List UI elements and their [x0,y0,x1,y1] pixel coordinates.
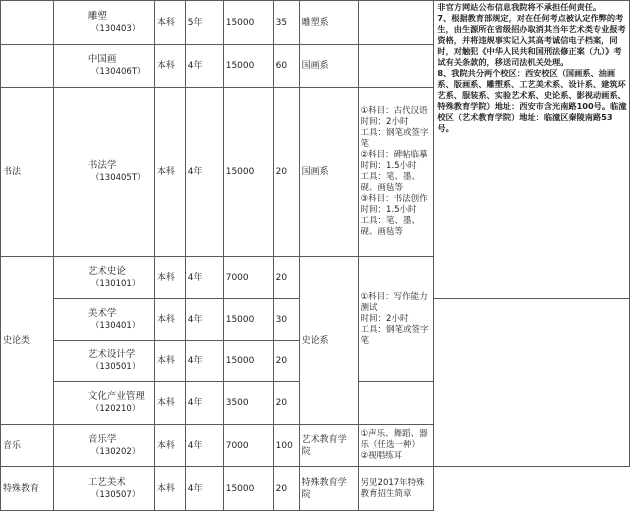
major-code: （130507） [90,489,141,500]
exam-requirements-music [358,425,434,467]
exam-line: ①声乐、舞蹈、器乐（任选一种） [360,429,428,450]
level-cell: 本科 [154,45,185,88]
exam-line: ③科目：书法创作 [360,194,428,204]
note-7: 7、根据教育部规定，对在任何考点被认定作弊的考生，由生源所在省级招办取消其当年艺术类专业报考资格，并将违规事实记入其高考诚信电子档案，同时，对触犯《中华人民共和国刑法修正案（九）》考试有关条款的，移送司法机关处理。 [437,13,626,67]
major-name: 中国画 [87,54,117,65]
major-cell [53,425,154,467]
dept-cell: 艺术教育学院 [299,425,358,467]
category-calligraphy: 书法 [1,88,54,257]
years-cell: 4年 [185,382,223,425]
exam-line: 工具：钢笔或签字笔 [360,128,429,149]
fee-cell: 15000 [223,1,273,45]
major-name: 艺术史论 [87,265,126,277]
quota-cell: 20 [273,382,299,425]
exam-line: 时间：1.5小时 [360,205,417,215]
level-cell: 本科 [154,382,185,425]
exam-requirements-calligraphy [358,88,434,257]
fee-cell: 3500 [223,382,273,425]
exam-line: 工具：钢笔或签字笔 [360,324,429,346]
exam-cell [358,1,434,45]
years-cell: 4年 [185,45,223,88]
major-code: （130501） [90,362,141,372]
note-line: 非官方网站公布信息我院将不承担任何责任。 [437,2,602,12]
major-code: （130405T） [90,173,146,183]
years-cell: 4年 [185,257,223,299]
major-name: 工艺美术 [87,476,126,488]
major-code: （130202） [90,446,141,457]
major-cell [53,299,154,341]
years-cell: 5年 [185,1,223,45]
major-cell [53,341,154,382]
major-code: （130101） [90,278,141,289]
exam-line: 时间：2小时 [360,117,409,127]
quota-cell: 20 [273,257,299,299]
dept-cell: 雕塑系 [299,1,358,45]
major-cell [53,88,154,257]
quota-cell: 100 [273,425,299,467]
exam-requirements-history [358,257,434,382]
major-cell [53,45,154,88]
years-cell: 4年 [185,341,223,382]
level-cell: 本科 [154,88,185,257]
category-music: 音乐 [1,425,54,467]
exam-line: ②科目：碑帖临摹 [360,150,428,160]
major-code: （130406T） [90,67,146,77]
level-cell: 本科 [154,467,185,511]
quota-cell: 20 [273,467,299,511]
dept-cell: 特殊教育学院 [299,467,358,511]
exam-line: 工具：笔、墨、砚、画毡等 [360,172,421,193]
notes-cell [434,1,630,299]
exam-line: 另见2017年特殊教育招生简章 [360,477,425,499]
years-cell: 4年 [185,467,223,511]
major-code: （120210） [90,404,141,414]
level-cell: 本科 [154,257,185,299]
level-cell: 本科 [154,1,185,45]
fee-cell: 7000 [223,257,273,299]
category-history: 史论类 [1,257,54,425]
major-cell [53,1,154,45]
note-8: 8、我院共分两个校区：西安校区（国画系、油画系、版画系、雕塑系、工艺美术系、设计系、建筑环艺系、服装系、实验艺术系、史论系、影视动画系、特殊教育学院）地址：西安市含光南路100号。临潼校区（艺术教育学院）地址：临潼区秦陵南路53号。 [437,68,627,133]
level-cell: 本科 [154,299,185,341]
exam-line: ①科目：古代汉语 [360,106,428,116]
exam-cell [358,45,434,88]
major-cell [53,257,154,299]
category-special: 特殊教育 [1,467,54,511]
fee-cell: 15000 [223,299,273,341]
dept-cell: 国画系 [299,45,358,88]
quota-cell: 30 [273,299,299,341]
fee-cell: 7000 [223,425,273,467]
years-cell: 4年 [185,299,223,341]
notes-blank-cell [434,299,630,467]
quota-cell: 20 [273,341,299,382]
major-name: 艺术设计学 [87,349,136,360]
dept-cell: 国画系 [299,88,358,257]
fee-cell: 15000 [223,467,273,511]
fee-cell: 15000 [223,341,273,382]
exam-cell [358,382,434,425]
dept-history: 史论系 [299,257,358,425]
level-cell: 本科 [154,341,185,382]
major-cell [53,467,154,511]
major-name: 文化产业管理 [87,391,145,402]
major-code: （130403） [90,23,141,34]
exam-requirements-special [358,467,434,511]
major-name: 音乐学 [87,433,117,445]
exam-line: 时间：2小时 [360,313,409,324]
major-name: 美术学 [87,307,117,319]
years-cell: 4年 [185,88,223,257]
category-cell [1,1,54,45]
exam-line: ①科目：写作能力测试 [360,291,428,313]
exam-line: 时间：1.5小时 [360,161,417,171]
quota-cell: 20 [273,88,299,257]
exam-line: 工具：笔、墨、砚、画毡等 [360,216,421,237]
major-code: （130401） [90,320,141,331]
major-name: 雕塑 [87,10,107,22]
quota-cell: 60 [273,45,299,88]
years-cell: 4年 [185,425,223,467]
exam-line: ②视唱练耳 [360,451,403,461]
fee-cell: 15000 [223,88,273,257]
fee-cell: 15000 [223,45,273,88]
major-cell [53,382,154,425]
quota-cell: 35 [273,1,299,45]
level-cell: 本科 [154,425,185,467]
category-cell [1,45,54,88]
major-name: 书法学 [87,160,117,171]
